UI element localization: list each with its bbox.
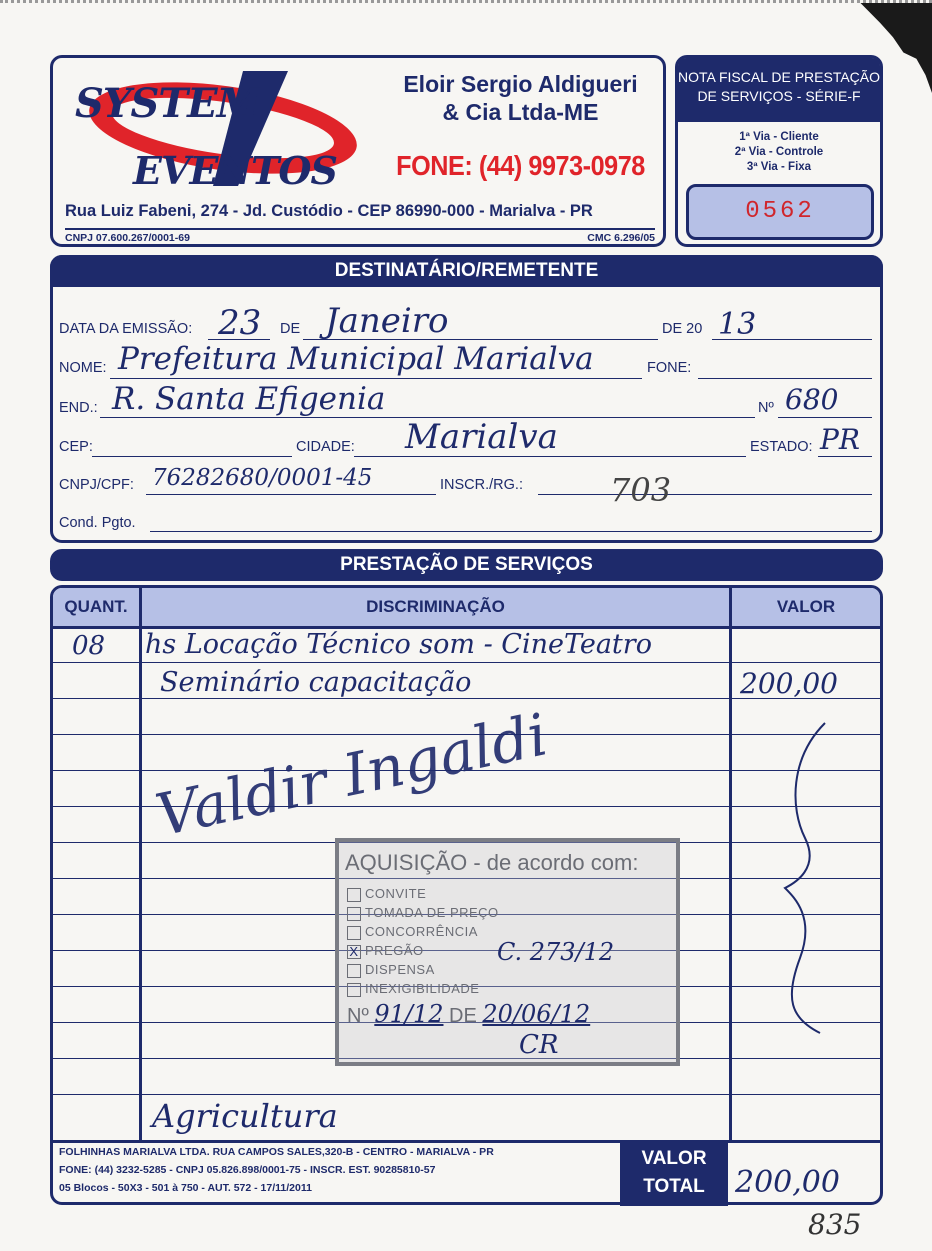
label-payment-terms: Cond. Pgto. bbox=[59, 515, 136, 531]
checkbox-icon bbox=[347, 888, 361, 902]
stamp-option-convite bbox=[347, 886, 426, 902]
invoice-title-line1: NOTA FISCAL DE PRESTAÇÃO bbox=[678, 69, 881, 85]
value-issue-day: 23 bbox=[218, 303, 262, 343]
stamp-initials: CR bbox=[519, 1030, 559, 1060]
stamp-number-row bbox=[347, 1000, 590, 1028]
stamp-option-label: TOMADA DE PREÇO bbox=[365, 905, 499, 920]
value-number: 680 bbox=[785, 383, 839, 416]
total-value: 200,00 bbox=[735, 1165, 840, 1200]
invoice-title bbox=[678, 58, 880, 122]
stamp-option-concorrencia bbox=[347, 924, 478, 940]
label-cep: CEP: bbox=[59, 439, 93, 455]
checkbox-icon bbox=[347, 926, 361, 940]
stamp-option-label: PREGÃO bbox=[365, 943, 424, 958]
label-address: END.: bbox=[59, 400, 98, 416]
company-registration bbox=[65, 228, 655, 244]
stamp-option-label: DISPENSA bbox=[365, 962, 435, 977]
row1-quantity: 08 bbox=[72, 631, 106, 661]
label-city: CIDADE: bbox=[296, 439, 355, 455]
stamp-option-pregao bbox=[347, 943, 424, 959]
company-name-line2: & Cia Ltda-ME bbox=[442, 99, 599, 125]
agriculture-note: Agricultura bbox=[152, 1097, 338, 1135]
label-phone: FONE: bbox=[647, 360, 692, 376]
stamp-option-tomada bbox=[347, 905, 499, 921]
label-inscr-rg: INSCR./RG.: bbox=[440, 477, 523, 493]
copy-fixed: 3ª Via - Fixa bbox=[746, 161, 812, 173]
value-state: PR bbox=[820, 423, 860, 456]
company-phone: FONE: (44) 9973-0978 bbox=[396, 150, 645, 181]
stamp-option-inexigibilidade bbox=[347, 981, 479, 997]
printer-line3: 05 Blocos - 50X3 - 501 à 750 - AUT. 572 - 17/11/2011 bbox=[59, 1182, 312, 1194]
stamp-option-label: CONCORRÊNCIA bbox=[365, 924, 478, 939]
label-issue-date: DATA DA EMISSÃO: bbox=[59, 321, 193, 337]
value-issue-year: 13 bbox=[718, 307, 757, 342]
copy-control: 2ª Via - Controle bbox=[734, 146, 824, 158]
row1-description: hs Locação Técnico som - CineTeatro bbox=[145, 629, 652, 660]
value-issue-month: Janeiro bbox=[325, 301, 449, 341]
printer-line1: FOLHINHAS MARIALVA LTDA. RUA CAMPOS SALES,320-B - CENTRO - MARIALVA - PR bbox=[59, 1146, 494, 1158]
checkbox-icon bbox=[347, 964, 361, 978]
value-address: R. Santa Efigenia bbox=[112, 381, 386, 417]
company-logo bbox=[63, 66, 363, 201]
company-cnpj: CNPJ 07.600.267/0001-69 bbox=[65, 232, 190, 244]
stamp-label-number: Nº bbox=[347, 1005, 369, 1027]
services-section-title: PRESTAÇÃO DE SERVIÇOS bbox=[50, 549, 883, 581]
value-inscr-rg: 703 bbox=[610, 471, 672, 509]
value-city: Marialva bbox=[405, 417, 558, 457]
stamp-option-dispensa bbox=[347, 962, 435, 978]
stamp-title: AQUISIÇÃO - de acordo com: bbox=[345, 850, 639, 875]
value-cnpj-cpf: 76282680/0001-45 bbox=[152, 465, 373, 491]
page-note: 835 bbox=[808, 1208, 862, 1241]
label-de-20: DE 20 bbox=[662, 321, 703, 337]
copy-client: 1ª Via - Cliente bbox=[739, 131, 819, 143]
checkbox-icon bbox=[347, 983, 361, 997]
stamp-option-label: CONVITE bbox=[365, 886, 427, 901]
invoice-title-line2: DE SERVIÇOS - SÉRIE-F bbox=[697, 88, 861, 104]
total-label bbox=[620, 1140, 728, 1206]
printer-line2: FONE: (44) 3232-5285 - CNPJ 05.826.898/0001-75 - INSCR. EST. 90285810-57 bbox=[59, 1164, 436, 1176]
stamp-label-de: DE bbox=[449, 1005, 477, 1027]
stamp-option-label: INEXIGIBILIDADE bbox=[365, 981, 480, 996]
label-state: ESTADO: bbox=[750, 439, 813, 455]
label-de: DE bbox=[280, 321, 301, 337]
column-quantity: QUANT. bbox=[53, 588, 139, 626]
company-cmc: CMC 6.296/05 bbox=[587, 232, 655, 244]
value-name: Prefeitura Municipal Marialva bbox=[118, 341, 594, 377]
label-name: NOME: bbox=[59, 360, 107, 376]
invoice-number: 0562 bbox=[686, 184, 874, 240]
total-label-line1: VALOR bbox=[641, 1148, 707, 1169]
invoice-number-box bbox=[675, 55, 883, 247]
label-cnpj-cpf: CNPJ/CPF: bbox=[59, 477, 134, 493]
signature: Valdir Ingaldi bbox=[150, 700, 554, 850]
company-name bbox=[378, 70, 663, 126]
column-description: DISCRIMINAÇÃO bbox=[142, 588, 729, 626]
logo-word-eventos: EVENTOS bbox=[133, 148, 337, 193]
company-address: Rua Luiz Fabeni, 274 - Jd. Custódio - CEP 86990-000 - Marialva - PR bbox=[65, 202, 593, 220]
value-brace-mark bbox=[780, 718, 840, 1038]
row2-value: 200,00 bbox=[740, 667, 838, 700]
total-label-line2: TOTAL bbox=[643, 1176, 705, 1197]
logo-word-system: SYSTEM bbox=[75, 80, 260, 127]
stamp-value-date: 20/06/12 bbox=[482, 1000, 591, 1028]
header-company-box bbox=[50, 55, 666, 247]
copy-list bbox=[678, 130, 880, 175]
checked-checkbox-icon: X bbox=[347, 945, 361, 959]
row2-description: Seminário capacitação bbox=[160, 667, 472, 698]
checkbox-icon bbox=[347, 907, 361, 921]
recipient-section-title: DESTINATÁRIO/REMETENTE bbox=[50, 255, 883, 287]
stamp-value-number: 91/12 bbox=[374, 1000, 444, 1028]
label-number: Nº bbox=[758, 400, 774, 416]
stamp-contract: C. 273/12 bbox=[497, 938, 615, 966]
acquisition-stamp bbox=[335, 838, 680, 1066]
column-value: VALOR bbox=[732, 588, 880, 626]
company-name-line1: Eloir Sergio Aldigueri bbox=[403, 71, 638, 97]
